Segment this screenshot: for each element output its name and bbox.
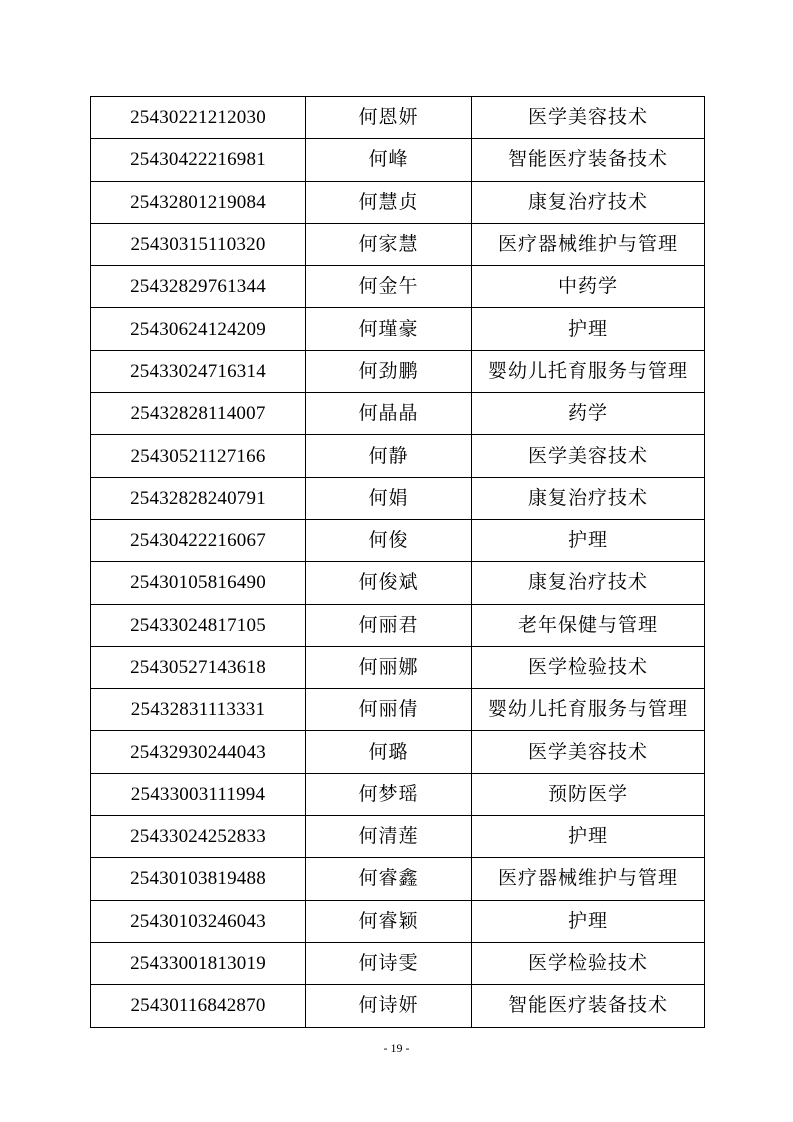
major-cell: 医学检验技术: [472, 942, 705, 984]
student-name-cell: 何丽君: [306, 604, 472, 646]
table-row: [91, 646, 705, 688]
student-name-cell: 何梦瑶: [306, 773, 472, 815]
major-cell: 智能医疗装备技术: [472, 985, 705, 1027]
table-row: [91, 181, 705, 223]
table-row: [91, 816, 705, 858]
student-id-cell: 25432828114007: [91, 393, 306, 435]
table-row: [91, 308, 705, 350]
student-id-cell: 25430105816490: [91, 562, 306, 604]
major-cell: 医学检验技术: [472, 646, 705, 688]
student-name-cell: 何静: [306, 435, 472, 477]
major-cell: 医疗器械维护与管理: [472, 223, 705, 265]
student-name-cell: 何璐: [306, 731, 472, 773]
student-id-cell: 25430521127166: [91, 435, 306, 477]
major-cell: 康复治疗技术: [472, 562, 705, 604]
student-name-cell: 何睿颖: [306, 900, 472, 942]
student-id-cell: 25432930244043: [91, 731, 306, 773]
student-id-cell: 25430315110320: [91, 223, 306, 265]
student-id-cell: 25433001813019: [91, 942, 306, 984]
table-row: [91, 393, 705, 435]
student-id-cell: 25432801219084: [91, 181, 306, 223]
page-number: - 19 -: [383, 1041, 410, 1055]
table-row: [91, 900, 705, 942]
student-id-cell: 25432831113331: [91, 689, 306, 731]
student-id-cell: 25432829761344: [91, 266, 306, 308]
table-row: [91, 773, 705, 815]
major-cell: 护理: [472, 900, 705, 942]
student-name-cell: 何清莲: [306, 816, 472, 858]
major-cell: 预防医学: [472, 773, 705, 815]
student-name-cell: 何峰: [306, 139, 472, 181]
major-cell: 护理: [472, 308, 705, 350]
student-id-cell: 25433003111994: [91, 773, 306, 815]
major-cell: 婴幼儿托育服务与管理: [472, 689, 705, 731]
table-row: [91, 266, 705, 308]
student-id-cell: 25433024716314: [91, 350, 306, 392]
major-cell: 医学美容技术: [472, 435, 705, 477]
major-cell: 医疗器械维护与管理: [472, 858, 705, 900]
table-row: [91, 604, 705, 646]
student-name-cell: 何丽娜: [306, 646, 472, 688]
student-id-cell: 25430103819488: [91, 858, 306, 900]
student-id-cell: 25430221212030: [91, 97, 306, 139]
table-row: [91, 519, 705, 561]
student-id-cell: 25430527143618: [91, 646, 306, 688]
student-name-cell: 何恩妍: [306, 97, 472, 139]
student-name-cell: 何娟: [306, 477, 472, 519]
student-name-cell: 何瑾豪: [306, 308, 472, 350]
student-name-cell: 何诗雯: [306, 942, 472, 984]
student-name-cell: 何诗妍: [306, 985, 472, 1027]
table-row: [91, 858, 705, 900]
table-row: [91, 435, 705, 477]
student-id-cell: 25430422216981: [91, 139, 306, 181]
major-cell: 药学: [472, 393, 705, 435]
student-id-cell: 25430116842870: [91, 985, 306, 1027]
table-row: [91, 97, 705, 139]
major-cell: 医学美容技术: [472, 97, 705, 139]
roster-table-body: [91, 97, 705, 1028]
roster-table: [90, 96, 705, 1028]
student-name-cell: 何晶晶: [306, 393, 472, 435]
student-id-cell: 25432828240791: [91, 477, 306, 519]
major-cell: 婴幼儿托育服务与管理: [472, 350, 705, 392]
student-name-cell: 何俊斌: [306, 562, 472, 604]
major-cell: 康复治疗技术: [472, 181, 705, 223]
table-row: [91, 139, 705, 181]
student-id-cell: 25430422216067: [91, 519, 306, 561]
major-cell: 护理: [472, 519, 705, 561]
student-name-cell: 何金午: [306, 266, 472, 308]
student-name-cell: 何丽倩: [306, 689, 472, 731]
student-name-cell: 何劲鹏: [306, 350, 472, 392]
major-cell: 智能医疗装备技术: [472, 139, 705, 181]
major-cell: 康复治疗技术: [472, 477, 705, 519]
major-cell: 医学美容技术: [472, 731, 705, 773]
table-row: [91, 477, 705, 519]
table-row: [91, 942, 705, 984]
major-cell: 护理: [472, 816, 705, 858]
table-row: [91, 562, 705, 604]
student-name-cell: 何慧贞: [306, 181, 472, 223]
student-id-cell: 25433024817105: [91, 604, 306, 646]
student-name-cell: 何睿鑫: [306, 858, 472, 900]
major-cell: 老年保健与管理: [472, 604, 705, 646]
student-id-cell: 25433024252833: [91, 816, 306, 858]
table-row: [91, 689, 705, 731]
table-row: [91, 223, 705, 265]
table-row: [91, 985, 705, 1027]
student-id-cell: 25430624124209: [91, 308, 306, 350]
student-name-cell: 何家慧: [306, 223, 472, 265]
student-name-cell: 何俊: [306, 519, 472, 561]
student-id-cell: 25430103246043: [91, 900, 306, 942]
table-row: [91, 350, 705, 392]
table-row: [91, 731, 705, 773]
major-cell: 中药学: [472, 266, 705, 308]
